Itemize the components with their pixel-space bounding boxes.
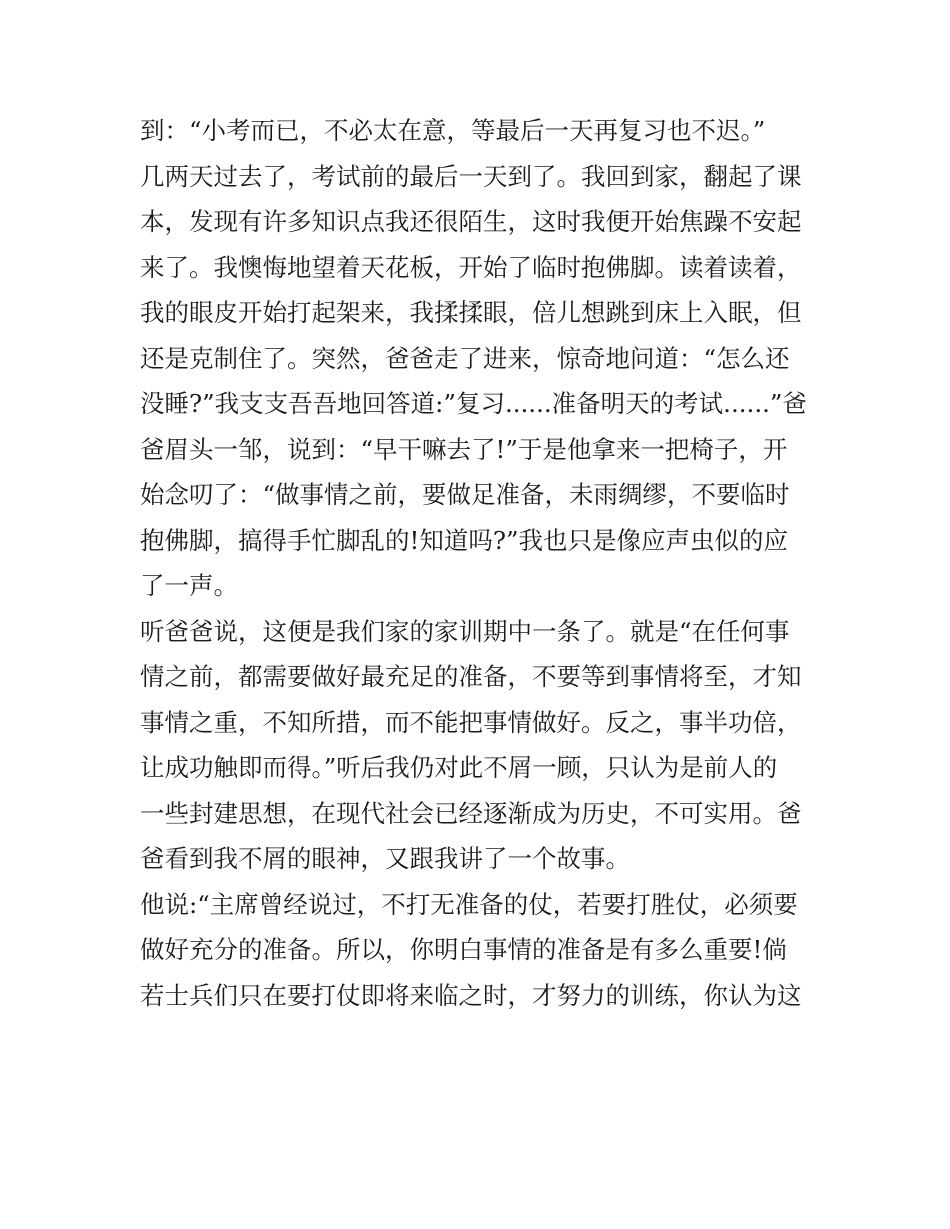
text-line: 了一声。: [140, 571, 238, 600]
text-line: 事情之重，不知所措，而不能把事情做好。反之，事半功倍，: [140, 707, 802, 737]
text-line: 做好充分的准备。所以，你明白事情的准备是有多么重要!倘: [140, 935, 787, 964]
text-line: 本，发现有许多知识点我还很陌生，这时我便开始焦躁不安起: [140, 207, 802, 236]
text-line: 没睡?”我支支吾吾地回答道:”复习......准备明天的考试......”爸: [140, 389, 807, 418]
text-line: 到：“小考而已，不必太在意，等最后一天再复习也不迟。”: [140, 116, 766, 145]
text-line: 若士兵们只在要打仗即将来临之时，才努力的训练，你认为这: [140, 980, 802, 1010]
text-line: 还是克制住了。突然，爸爸走了进来，惊奇地问道：“怎么还: [140, 343, 790, 373]
text-line: 始念叨了：“做事情之前，要做足准备，未雨绸缪，不要临时: [140, 480, 790, 509]
text-line: 一些封建思想，在现代社会已经逐渐成为历史，不可实用。爸: [140, 798, 802, 828]
document-body-text: [140, 108, 820, 1018]
text-line: 来了。我懊悔地望着天花板，开始了临时抱佛脚。读着读着，: [140, 252, 802, 282]
text-line: 听爸爸说，这便是我们家的家训期中一条了。就是“在任何事: [140, 616, 790, 646]
text-line: 情之前，都需要做好最充足的准备，不要等到事情将至，才知: [140, 662, 802, 691]
text-line: 几两天过去了，考试前的最后一天到了。我回到家，翻起了课: [140, 161, 802, 191]
text-line: 爸看到我不屑的眼神，又跟我讲了一个故事。: [140, 844, 630, 873]
text-line: 抱佛脚，搞得手忙脚乱的!知道吗?”我也只是像应声虫似的应: [140, 525, 789, 555]
text-line: 让成功触即而得。”听后我仍对此不屑一顾，只认为是前人的: [140, 753, 778, 782]
text-line: 他说:“主席曾经说过，不打无准备的仗，若要打胜仗，必须要: [140, 889, 798, 919]
text-line: 我的眼皮开始打起架来，我揉揉眼，倍儿想跳到床上入眠，但: [140, 298, 802, 327]
text-line: 爸眉头一邹，说到：“早干嘛去了!”于是他拿来一把椅子，开: [140, 434, 788, 464]
